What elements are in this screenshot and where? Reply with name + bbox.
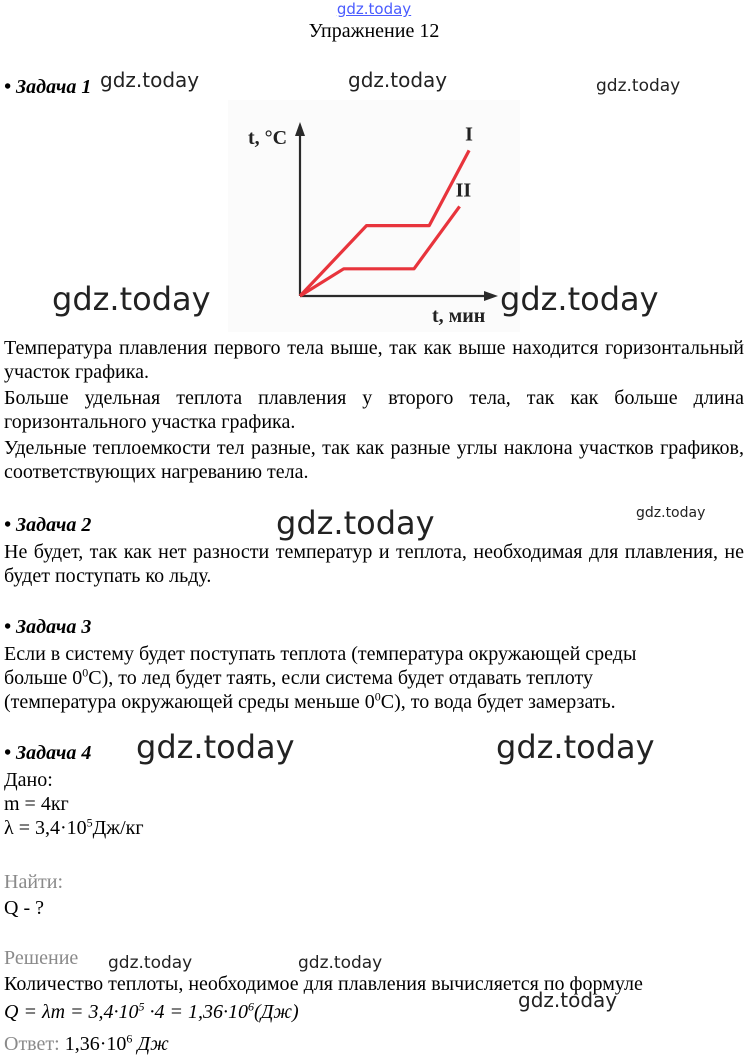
formula-unit: (Дж) <box>254 1001 299 1023</box>
series-label-1: I <box>465 123 473 146</box>
task-3-text: С), то вода будет замерзать. <box>380 691 616 713</box>
formula-part: Q = λm = 3,4·10 <box>4 1001 139 1023</box>
watermark: gdz.today <box>596 76 681 96</box>
answer-label: Ответ: <box>4 1033 65 1055</box>
answer-value: 1,36·10 <box>64 1033 127 1055</box>
task-3-line <box>4 666 744 690</box>
exercise-title: Упражнение 12 <box>308 20 440 42</box>
degree-superscript: 0 <box>82 665 89 680</box>
series-label-2: II <box>455 179 472 202</box>
series-group <box>300 123 473 296</box>
find-value: Q - ? <box>4 897 44 919</box>
watermark: gdz.today <box>500 280 659 318</box>
task-1-label: • Задача 1 <box>4 76 92 98</box>
task-3-line: Если в систему будет поступать теплота (температура окружающей среды <box>4 643 637 665</box>
watermark: gdz.today <box>636 505 706 521</box>
y-axis-arrow <box>295 122 305 136</box>
watermark: gdz.today <box>100 68 200 92</box>
watermark: gdz.today <box>518 988 618 1012</box>
answer <box>4 1032 169 1056</box>
watermark: gdz.today <box>496 728 655 766</box>
site-link[interactable]: gdz.today <box>336 0 412 18</box>
task-1-paragraph: Удельные теплоемкости тел разные, так как разные углы наклона участков графиков, соответствующих нагреванию тела. <box>4 437 744 483</box>
task-3-label: • Задача 3 <box>4 616 92 638</box>
find-label: Найти: <box>4 871 64 893</box>
exponent: 5 <box>138 999 145 1014</box>
task-3-line <box>4 690 616 714</box>
watermark: gdz.today <box>348 68 448 92</box>
lambda-value: λ = 3,4·10 <box>4 817 87 839</box>
task-1-paragraph: Больше удельная теплота плавления у второго тела, так как больше длина горизонтального участка графика. <box>4 387 744 433</box>
given-label: Дано: <box>4 769 53 791</box>
degree-superscript: 0 <box>374 689 381 704</box>
exponent: 6 <box>126 1031 133 1046</box>
watermark: gdz.today <box>276 504 435 542</box>
task-4-label: • Задача 4 <box>4 742 92 764</box>
lambda-unit: Дж/кг <box>92 817 144 839</box>
watermark: gdz.today <box>298 953 383 973</box>
given-mass: m = 4кг <box>4 793 69 815</box>
formula <box>4 1000 299 1024</box>
exponent: 5 <box>86 815 93 830</box>
given-lambda <box>4 816 144 840</box>
exponent: 6 <box>248 999 255 1014</box>
temperature-chart <box>228 100 520 332</box>
solution-label: Решение <box>4 947 79 969</box>
watermark: gdz.today <box>108 953 193 973</box>
task-2-label: • Задача 2 <box>4 514 92 536</box>
task-2-text: Не будет, так как нет разности температур и теплота, необходимая для плавления, не будет поступать ко льду. <box>4 541 744 587</box>
watermark: gdz.today <box>52 280 211 318</box>
answer-unit: Дж <box>132 1033 169 1055</box>
task-3-text: (температура окружающей среды меньше 0 <box>4 691 375 713</box>
solution-text: Количество теплоты, необходимое для плавления вычисляется по формуле <box>4 973 643 995</box>
formula-part: ·4 = 1,36·10 <box>144 1001 249 1023</box>
task-3-text: больше 0 <box>4 667 83 689</box>
task-3-text: С), то лед будет таять, если система будет отдавать теплоту <box>88 667 593 689</box>
chart-svg <box>228 100 520 332</box>
task-1-paragraph: Температура плавления первого тела выше, так как выше находится горизонтальный участок графика. <box>4 337 744 383</box>
series-line-2 <box>300 206 460 296</box>
x-axis-arrow <box>484 291 498 301</box>
watermark: gdz.today <box>136 728 295 766</box>
x-axis-label: t, мин <box>432 305 486 327</box>
series-line-1 <box>300 150 469 296</box>
y-axis-label: t, °C <box>248 127 288 149</box>
